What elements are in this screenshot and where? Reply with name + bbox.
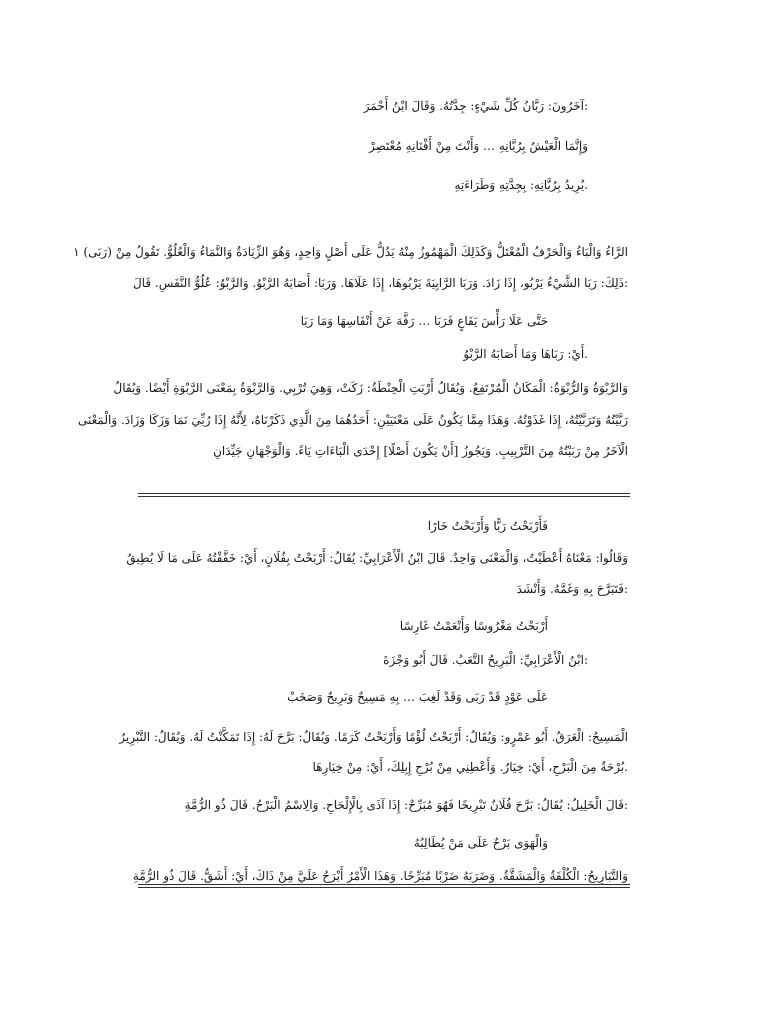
text-line: :قَالَ الْخَلِيلُ: يُقَالُ: بَرَّحَ فُلَانٌ تَبْرِيحًا فَهُوَ مُبَرِّحٌ: إِذَا آذَى بِالْإِلْحَاحِ. وَالِاسْمُ الْبَرْحُ. قَالَ ذُو الرُّمَّةِ xyxy=(184,798,628,812)
text-line: وَقَالُوا: مَعْنَاهُ أَعْطَيْتُ، وَالْمَعْنَى وَاحِدٌ. قَالَ ابْنُ الْأَعْرَابِيِّ: يُقَالُ: أَرْبَحْتُ بِفُلَانٍ، أَيْ: خَفَّفْتُهُ عَلَى مَا لَا يُطِيقُ xyxy=(126,551,628,565)
verse-line: حَتَّى عَلَا رَأْسَ يَفَاعٍ فَرَبَا … رَفَّهَ عَنْ أَنْفَاسِهَا وَمَا رَبَا xyxy=(300,314,548,328)
section-divider xyxy=(138,493,630,497)
text-line: وَالتَّبَارِيحُ: الْكُلْفَةُ وَالْمَشَقَّةُ. وَضَرَبَهُ ضَرْبًا مُبَرِّحًا. وَهَذَا الْأَمْرُ أَبْرَحُ عَلَيَّ مِنْ ذَاكَ، أَيْ: أَشَقُّ. قَالَ ذُو الرُّمَّةِ xyxy=(132,869,628,883)
text-line: :آخَرُونَ: رَبَّانُ كُلِّ شَيْءٍ: جِدَّتُهُ. وَقَالَ ابْنُ أَحْمَرَ xyxy=(363,99,588,113)
verse-line: عَلَى عَوْدٍ قَدْ رَبَى وَقَدْ لَغِبَ … بِهِ مَسِيحٌ وَبَرِيحٌ وَصَخَبْ xyxy=(287,690,548,704)
bottom-divider xyxy=(138,884,630,888)
text-line: .أَيْ: رَبَاهَا وَمَا أَصَابَهُ الرَّبْوُ xyxy=(463,347,588,361)
text-line: الْمَسِيحُ: الْعَرَقُ. أَبُو عَمْرٍو: وَيُقَالُ: أَرْبَحْتُ لُؤْمًا وَأَرْبَحْتُ كَرَمًا. وَيُقَالُ: بَرَّحَ لَهُ: إِذَا تَمَكَّنْتُ لَهُ. وَيُقَالُ: التَّبْرِيرُ xyxy=(119,730,628,744)
verse-line: وَإِنَّمَا الْعَيْشُ بِرُبَّانِهِ … وَأَنْتَ مِنْ أَفْنَانِهِ مُعْتَصِرْ xyxy=(369,139,588,153)
text-line: الْآخَرُ مِنْ رَبَبْتُهُ مِنَ التَّرْبِيبِ. وَيَجُوزُ [أَنْ يَكُونَ أَصْلًا] إِحْدَى الْبَاءَاتِ يَاءً. وَالْوَجْهَانِ جَيِّدَانِ xyxy=(213,444,628,458)
text-line: :ذَلِكَ: رَبَا الشَّيْءُ يَرْبُو، إِذَا زَادَ. وَرَبَا الرَّابِيَةَ يَرْبُوهَا، إِذَا عَلَاهَا. وَرَبَا: أَصَابَهُ الرَّبْوُ. وَالرَّبْوُ: عُلُوُّ النَّفَسِ. قَالَ xyxy=(132,276,628,290)
text-line: وَالرَّبْوَةُ وَالرُّبْوَةُ: الْمَكَانُ الْمُرْتَفِعُ. وَيُقَالُ أَرْبَتِ الْحِنْطَةُ: زَكَتْ، وَهِيَ تُرْبِي. وَالرَّبْوَةُ بِمَعْنَى الرَّبْوَةِ أَيْضًا. وَيُقَالُ xyxy=(113,381,628,395)
verse-line: وَالْهَوَى بَرْحٌ عَلَى مَنْ يُطَالِبُهُ xyxy=(413,836,548,850)
verse-line: أَرْبَحْتُ مَغْرُوسًا وَأَنْعَمْتُ غَارِسًا xyxy=(399,619,548,633)
text-line: :فَتَبَرَّحَ بِهِ وَغَمَّهُ. وَأَنْشَدَ xyxy=(516,582,628,596)
text-line: :ابْنُ الْأَعْرَابِيِّ: الْبَرِيحُ التَّعَبُ. قَالَ أَبُو وَجْزَةَ xyxy=(383,653,588,667)
text-line: رَبَّيْتُهُ وَتَرَبَّيْتُهُ، إِذَا غَذَوْتُهُ. وَهَذَا مِمَّا يَكُونُ عَلَى مَعْنَيَيْنِ: أَحَدُهُمَا مِنَ الَّذِي ذَكَرْنَاهُ، لِأَنَّهُ إِذَا رُبِّيَ نَمَا وَزَكَا وَزَادَ. وَالْمَعْنَى xyxy=(78,413,628,427)
text-line: .بُرْحَةٌ مِنَ الْبَرْحِ، أَيْ: خِيَارٌ. وَأَعْطِنِي مِنْ بُرْحِ إِبِلِكَ، أَيْ: مِنْ خِيَارِهَا xyxy=(312,760,628,774)
text-line: .يُرِيدُ بِرُبَّانِهِ: بِجِدَّتِهِ وَطَرَاءَتِهِ xyxy=(454,178,588,192)
text-line: الرَّاءُ وَالْبَاءُ وَالْحَرْفُ الْمُعْتَلُّ وَكَذَلِكَ الْمَهْمُوزُ مِنْهُ يَدُلُّ عَلَى أَصْلٍ وَاحِدٍ، وَهُوَ الزِّيَادَةُ وَالنَّمَاءُ وَالْعُلُوُّ. تَقُولُ مِنْ (رَبَى) ١ xyxy=(73,245,628,259)
verse-line: فَأَرْبَحْتُ رَبًّا وَأَرْبَحْتُ خَارًا xyxy=(427,519,548,533)
